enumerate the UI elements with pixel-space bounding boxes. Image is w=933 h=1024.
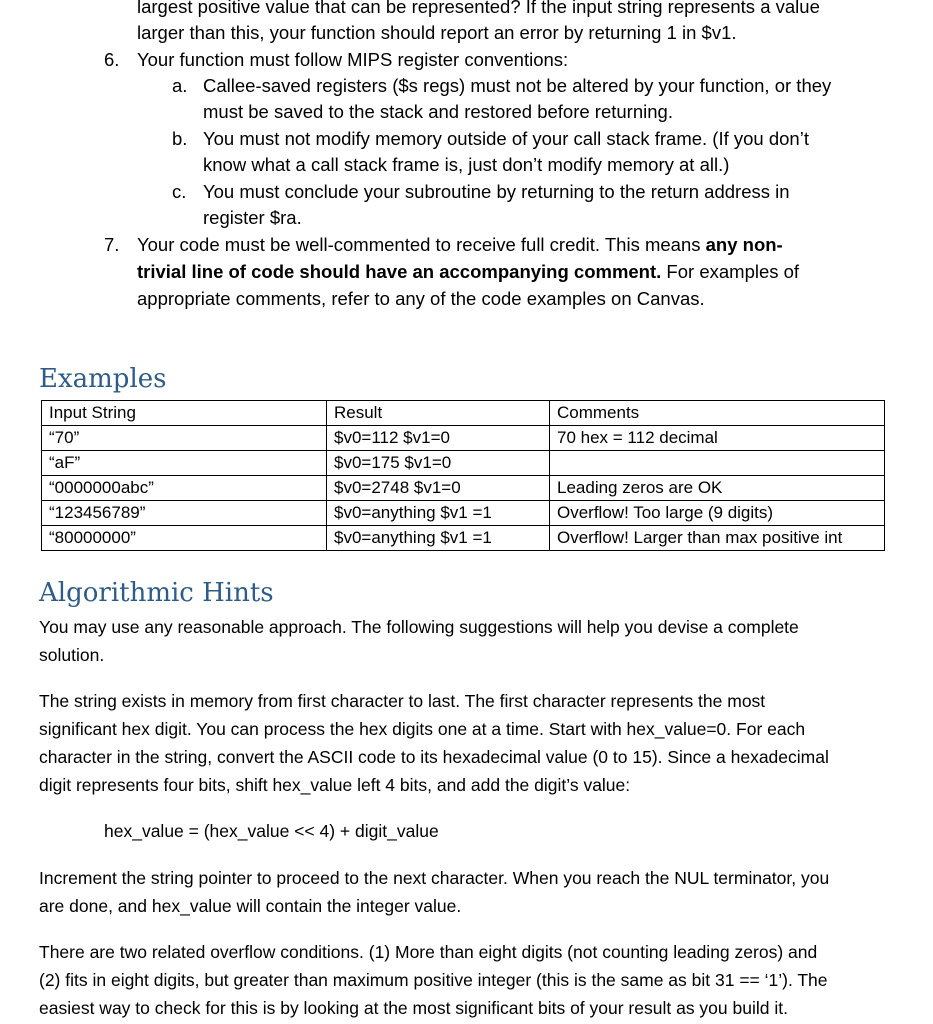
hints-paragraph-2: [39, 687, 899, 799]
cell-comment: Leading zeros are OK: [550, 476, 885, 501]
item7-number: 7.: [104, 234, 120, 255]
item6c-line2: register $ra.: [203, 207, 302, 228]
item7-line1-bold: any non-: [705, 234, 783, 255]
cell-result: $v0=2748 $v1=0: [327, 476, 550, 501]
table-header-row: [42, 401, 885, 426]
cell-input: “70”: [42, 426, 327, 451]
cell-comment: [550, 451, 885, 476]
hints-p4-line3: easiest way to check for this is by looking at the most significant bits of your result as you build it.: [39, 998, 788, 1018]
hints-p3-line1: Increment the string pointer to proceed to the next character. When you reach the NUL terminator, you: [39, 868, 830, 888]
table-row: [42, 476, 885, 501]
hints-p1-line2: solution.: [39, 645, 105, 665]
header-comments: Comments: [550, 401, 885, 426]
hints-p2-line1: The string exists in memory from first character to last. The first character represents the most: [39, 691, 766, 711]
item7-line2-bold: trivial line of code should have an accompanying comment.: [137, 261, 662, 282]
item7-line1-plain: Your code must be well-commented to receive full credit. This means: [137, 234, 706, 255]
item7-line1: [137, 232, 783, 258]
cell-input: “123456789”: [42, 501, 327, 526]
cell-input: “80000000”: [42, 526, 327, 551]
cell-result: $v0=anything $v1 =1: [327, 526, 550, 551]
item6b-marker: b.: [172, 128, 188, 149]
item7-line3: appropriate comments, refer to any of the code examples on Canvas.: [137, 288, 705, 309]
item5-continuation-line1: largest positive value that can be represented? If the input string represents a value: [137, 0, 820, 17]
hints-p2-line2: significant hex digit. You can process the hex digits one at a time. Start with hex_value=0. For each: [39, 719, 806, 739]
cell-input: “aF”: [42, 451, 327, 476]
examples-heading: Examples: [39, 364, 167, 394]
header-result: Result: [327, 401, 550, 426]
hints-p4-line2: (2) fits in eight digits, but greater than maximum positive integer (this is the same as bit 31 == ‘1’). The: [39, 970, 828, 990]
hints-p1-line1: You may use any reasonable approach. The following suggestions will help you devise a complete: [39, 617, 799, 637]
hints-p3-line2: are done, and hex_value will contain the integer value.: [39, 896, 462, 916]
item6a-line2: must be saved to the stack and restored before returning.: [203, 101, 673, 122]
item6b-line2: know what a call stack frame is, just don’t modify memory at all.): [203, 154, 730, 175]
hints-heading: Algorithmic Hints: [39, 578, 274, 608]
item6a-line1: Callee-saved registers ($s regs) must not be altered by your function, or they: [203, 75, 832, 96]
item5-continuation-line2: larger than this, your function should report an error by returning 1 in $v1.: [137, 22, 737, 43]
cell-input: “0000000abc”: [42, 476, 327, 501]
hex-value-formula: hex_value = (hex_value << 4) + digit_value: [104, 821, 439, 841]
item6c-line1: You must conclude your subroutine by returning to the return address in: [203, 181, 790, 202]
cell-comment: Overflow! Larger than max positive int: [550, 526, 885, 551]
table-row: [42, 426, 885, 451]
cell-result: $v0=anything $v1 =1: [327, 501, 550, 526]
hints-paragraph-4: [39, 938, 899, 1022]
header-input-string: Input String: [42, 401, 327, 426]
cell-result: $v0=175 $v1=0: [327, 451, 550, 476]
hints-p2-line4: digit represents four bits, shift hex_value left 4 bits, and add the digit’s value:: [39, 775, 631, 795]
hints-p2-line3: character in the string, convert the ASCII code to its hexadecimal value (0 to 15). Since a hexadecimal: [39, 747, 829, 767]
cell-comment: 70 hex = 112 decimal: [550, 426, 885, 451]
cell-comment: Overflow! Too large (9 digits): [550, 501, 885, 526]
item6b-line1: You must not modify memory outside of your call stack frame. (If you don’t: [203, 128, 809, 149]
table-row: [42, 451, 885, 476]
table-row: [42, 526, 885, 551]
hints-paragraph-1: [39, 613, 899, 669]
item6a-marker: a.: [172, 75, 188, 96]
item6-number: 6.: [104, 49, 120, 70]
cell-result: $v0=112 $v1=0: [327, 426, 550, 451]
item7-line2-plain: For examples of: [661, 261, 800, 282]
examples-table: [41, 400, 885, 551]
item7-line2: [137, 259, 799, 285]
item6c-marker: c.: [172, 181, 187, 202]
hints-p4-line1: There are two related overflow conditions. (1) More than eight digits (not counting leading zeros) and: [39, 942, 818, 962]
table-row: [42, 501, 885, 526]
hints-paragraph-3: [39, 864, 899, 920]
item6-text: Your function must follow MIPS register conventions:: [137, 49, 569, 70]
